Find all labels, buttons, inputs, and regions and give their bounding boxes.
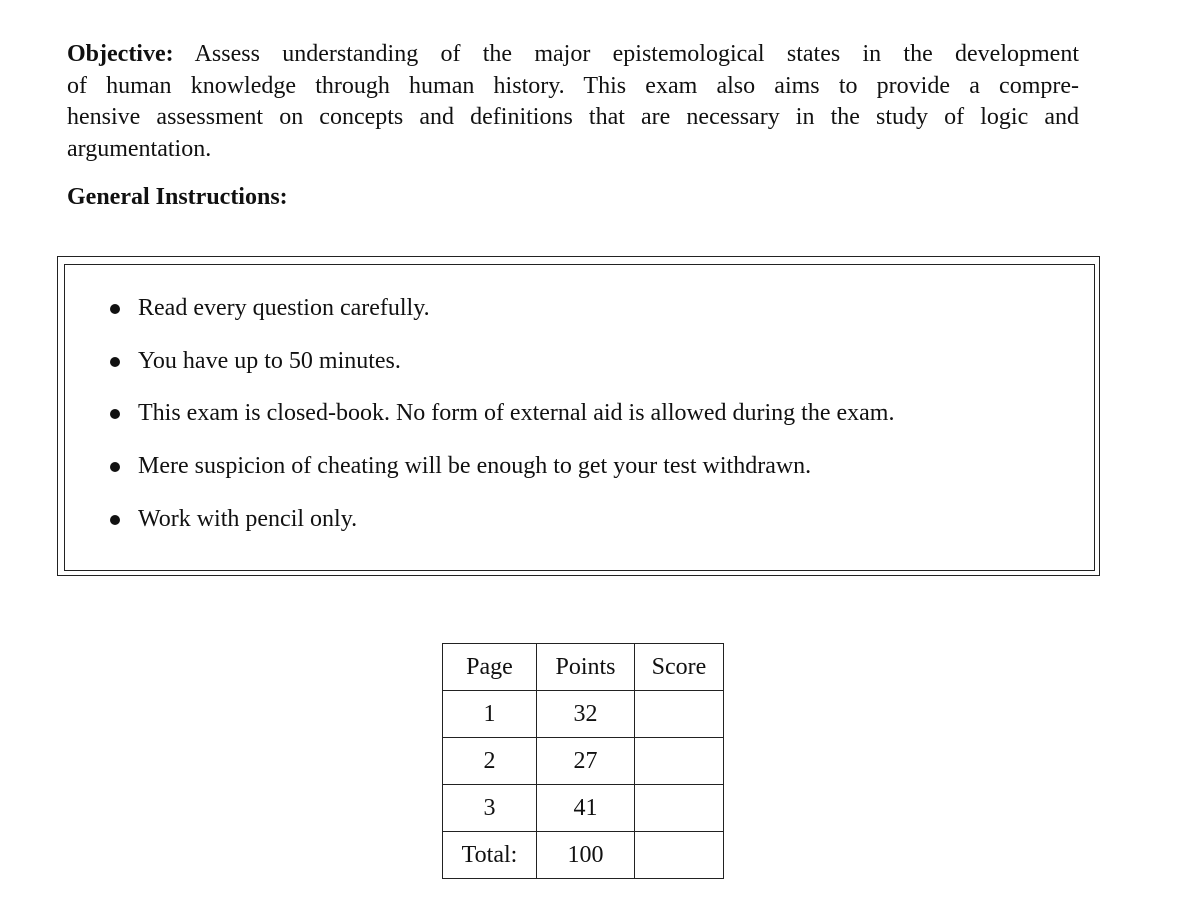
header-page: Page — [443, 644, 537, 691]
points-cell: 41 — [537, 785, 635, 832]
bullet-icon — [110, 462, 120, 472]
score-cell — [635, 691, 724, 738]
instruction-item — [110, 453, 811, 480]
table-row — [443, 738, 724, 785]
instruction-item — [110, 295, 430, 322]
instruction-text: Mere suspicion of cheating will be enough to get your test withdrawn. — [138, 453, 812, 479]
points-cell: 32 — [537, 691, 635, 738]
instruction-item — [110, 400, 894, 427]
bullet-icon — [110, 515, 120, 525]
instruction-text: Read every question carefully. — [138, 295, 430, 321]
page-cell: 1 — [443, 691, 537, 738]
table-total-row — [443, 832, 724, 879]
objective-paragraph — [67, 39, 1079, 166]
score-table — [442, 643, 724, 879]
instruction-item — [110, 506, 357, 533]
total-score-cell — [635, 832, 724, 879]
instruction-item — [110, 348, 401, 375]
page-cell: 2 — [443, 738, 537, 785]
header-score: Score — [635, 644, 724, 691]
instruction-text: You have up to 50 minutes. — [138, 348, 401, 374]
total-label-cell: Total: — [443, 832, 537, 879]
total-points-cell: 100 — [537, 832, 635, 879]
page-cell: 3 — [443, 785, 537, 832]
table-row — [443, 785, 724, 832]
score-cell — [635, 738, 724, 785]
objective-line: argumentation. — [67, 136, 212, 163]
bullet-icon — [110, 304, 120, 314]
instruction-text: Work with pencil only. — [138, 506, 358, 532]
header-points: Points — [537, 644, 635, 691]
points-cell: 27 — [537, 738, 635, 785]
objective-text: Assess understanding of the major epistemological states in the development — [194, 41, 1079, 67]
objective-line — [67, 39, 1079, 71]
objective-line: hensive assessment on concepts and definitions that are necessary in the study of logic and — [67, 104, 1079, 131]
instructions-heading: General Instructions: — [67, 184, 288, 210]
score-cell — [635, 785, 724, 832]
bullet-icon — [110, 357, 120, 367]
bullet-icon — [110, 409, 120, 419]
objective-label: Objective: — [67, 41, 174, 67]
objective-line: of human knowledge through human history. This exam also aims to provide a compre- — [67, 72, 1079, 99]
table-header-row — [443, 644, 724, 691]
table-row — [443, 691, 724, 738]
instruction-text: This exam is closed-book. No form of external aid is allowed during the exam. — [138, 400, 895, 426]
